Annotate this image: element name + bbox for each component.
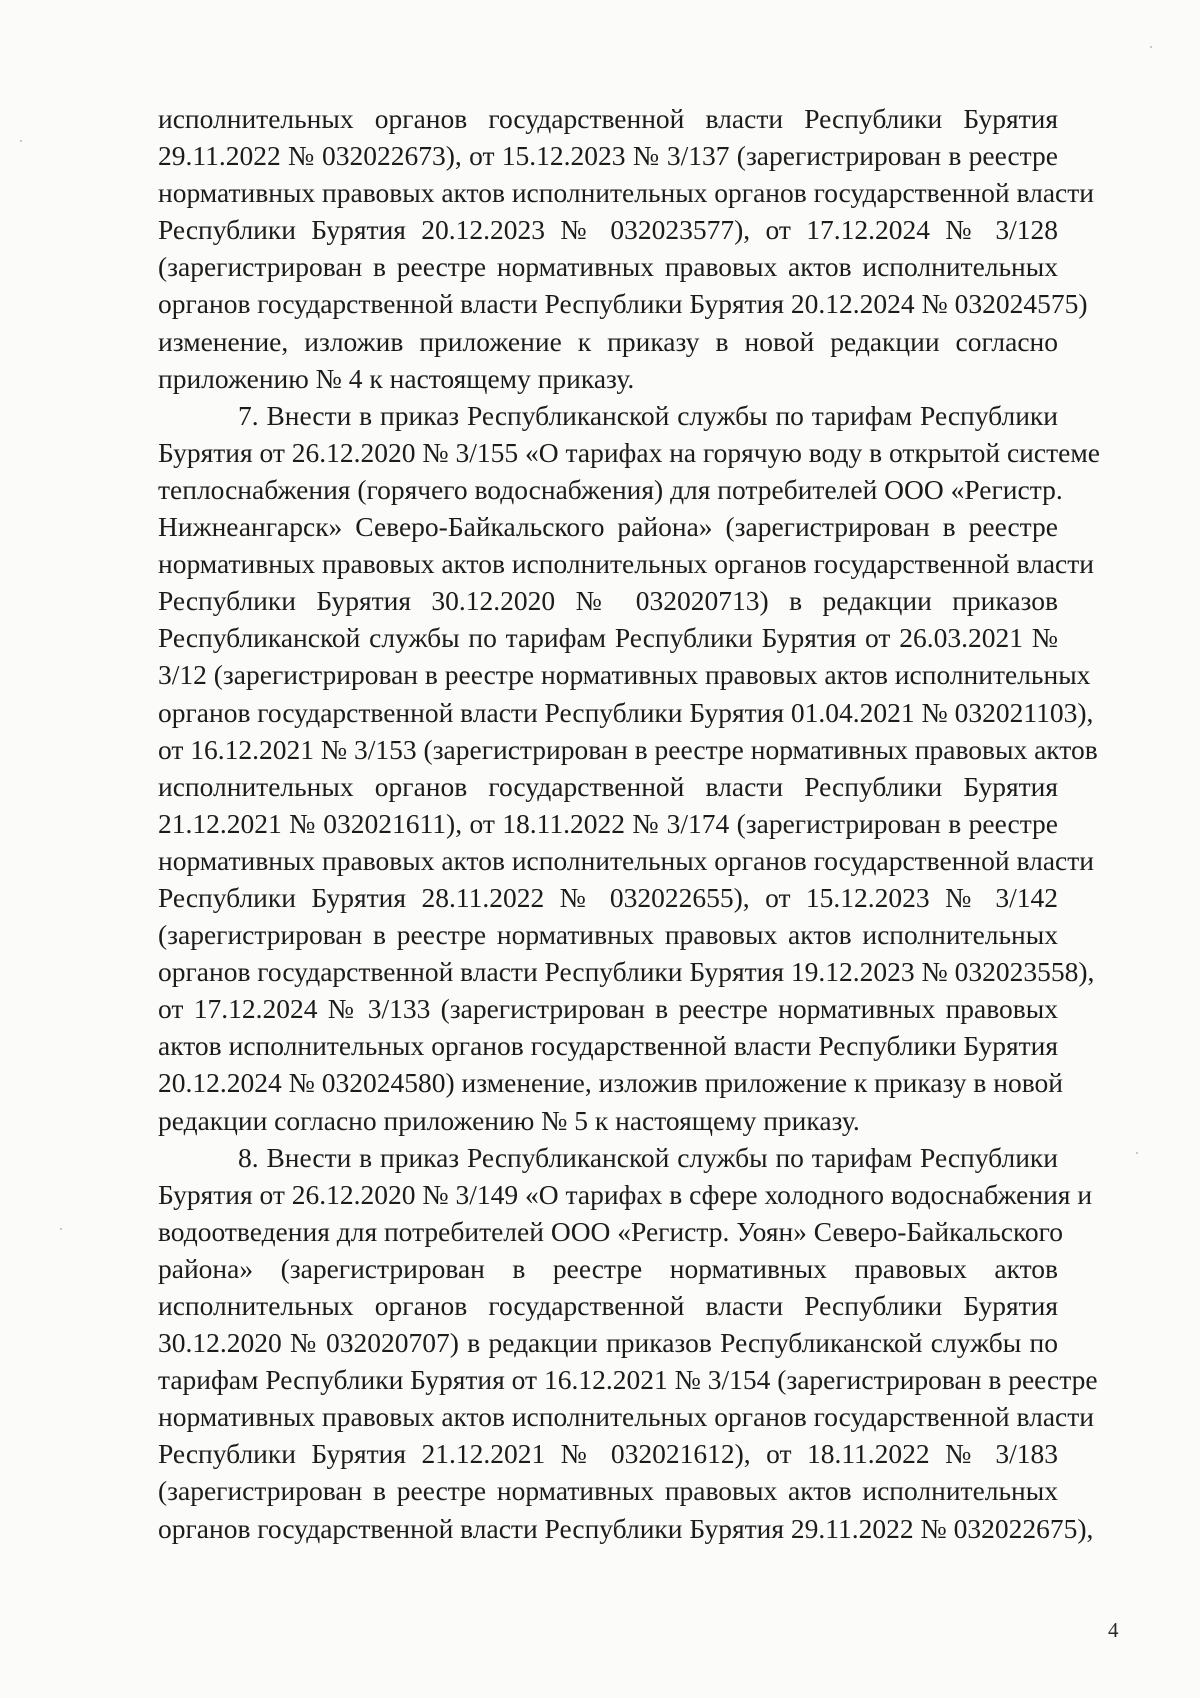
text-line: (зарегистрирован в реестре нормативных правовых актов исполнительных bbox=[158, 919, 1058, 951]
text-line: 30.12.2020 № 032020707) в редакции приказов Республиканской службы по bbox=[158, 1327, 1058, 1359]
text-line: Республики Бурятия 28.11.2022 № 032022655), от 15.12.2023 № 3/142 bbox=[158, 881, 1058, 913]
scan-speck bbox=[1150, 46, 1152, 48]
text-line: 20.12.2024 № 032024580) изменение, изложив приложение к приказу в новой bbox=[158, 1067, 1063, 1099]
scan-speck bbox=[1136, 1152, 1138, 1154]
text-line: Республиканской службы по тарифам Республики Бурятия от 26.03.2021 № bbox=[158, 622, 1058, 654]
text-line: Нижнеангарск» Северо-Байкальского района» (зарегистрирован в реестре bbox=[158, 511, 1058, 543]
text-line: от 16.12.2021 № 3/153 (зарегистрирован в реестре нормативных правовых актов bbox=[158, 733, 1098, 765]
text-line: 21.12.2021 № 032021611), от 18.11.2022 № 3/174 (зарегистрирован в реестре bbox=[158, 807, 1058, 839]
text-line: органов государственной власти Республики Бурятия 20.12.2024 № 032024575) bbox=[158, 288, 1088, 320]
text-line: приложению № 4 к настоящему приказу. bbox=[158, 362, 635, 394]
text-line: нормативных правовых актов исполнительных органов государственной власти bbox=[158, 844, 1094, 876]
text-line: водоотведения для потребителей ООО «Регистр. Уоян» Северо-Байкальского bbox=[158, 1215, 1064, 1247]
text-line: нормативных правовых актов исполнительных органов государственной власти bbox=[158, 177, 1094, 209]
text-line: органов государственной власти Республики Бурятия 29.11.2022 № 032022675), bbox=[158, 1512, 1094, 1544]
text-line: 29.11.2022 № 032022673), от 15.12.2023 № 3/137 (зарегистрирован в реестре bbox=[158, 140, 1058, 172]
text-line: теплоснабжения (горячего водоснабжения) для потребителей ООО «Регистр. bbox=[158, 473, 1063, 505]
text-line: района» (зарегистрирован в реестре нормативных правовых актов bbox=[158, 1252, 1058, 1284]
text-line: (зарегистрирован в реестре нормативных правовых актов исполнительных bbox=[158, 1475, 1058, 1507]
text-line: Республики Бурятия 20.12.2023 № 032023577), от 17.12.2024 № 3/128 bbox=[158, 214, 1058, 246]
text-line: актов исполнительных органов государственной власти Республики Бурятия bbox=[158, 1030, 1058, 1062]
text-line: Бурятия от 26.12.2020 № 3/149 «О тарифах в сфере холодного водоснабжения и bbox=[158, 1178, 1093, 1210]
page-number: 4 bbox=[1108, 1618, 1119, 1642]
text-line: тарифам Республики Бурятия от 16.12.2021 № 3/154 (зарегистрирован в реестре bbox=[158, 1364, 1098, 1396]
text-line: исполнительных органов государственной власти Республики Бурятия bbox=[158, 770, 1058, 802]
text-line: Республики Бурятия 21.12.2021 № 032021612), от 18.11.2022 № 3/183 bbox=[158, 1438, 1058, 1470]
text-line: 3/12 (зарегистрирован в реестре нормативных правовых актов исполнительных bbox=[158, 659, 1091, 691]
text-line: (зарегистрирован в реестре нормативных правовых актов исполнительных bbox=[158, 251, 1058, 283]
paragraph-8 bbox=[158, 1139, 1098, 1547]
text-line: нормативных правовых актов исполнительных органов государственной власти bbox=[158, 1401, 1094, 1433]
document-body bbox=[158, 100, 1100, 1547]
paragraph-continuation bbox=[158, 100, 1094, 397]
text-line: от 17.12.2024 № 3/133 (зарегистрирован в реестре нормативных правовых bbox=[158, 993, 1058, 1025]
text-line: изменение, изложив приложение к приказу в новой редакции согласно bbox=[158, 325, 1058, 357]
text-line: 7. Внести в приказ Республиканской службы по тарифам Республики bbox=[238, 399, 1058, 431]
text-line: редакции согласно приложению № 5 к настоящему приказу. bbox=[158, 1104, 860, 1136]
text-line: исполнительных органов государственной власти Республики Бурятия bbox=[158, 103, 1058, 134]
text-line: исполнительных органов государственной власти Республики Бурятия bbox=[158, 1290, 1058, 1321]
paragraph-7 bbox=[158, 397, 1100, 1139]
text-line: органов государственной власти Республики Бурятия 01.04.2021 № 032021103), bbox=[158, 696, 1094, 728]
text-line: нормативных правовых актов исполнительных органов государственной власти bbox=[158, 548, 1094, 580]
text-line: Бурятия от 26.12.2020 № 3/155 «О тарифах на горячую воду в открытой системе bbox=[158, 436, 1100, 468]
scan-speck bbox=[60, 1228, 62, 1230]
text-line: 8. Внести в приказ Республиканской службы по тарифам Республики bbox=[238, 1141, 1058, 1173]
scan-speck bbox=[20, 140, 22, 142]
text-line: органов государственной власти Республики Бурятия 19.12.2023 № 032023558), bbox=[158, 956, 1095, 988]
text-line: Республики Бурятия 30.12.2020 № 032020713) в редакции приказов bbox=[158, 585, 1058, 617]
